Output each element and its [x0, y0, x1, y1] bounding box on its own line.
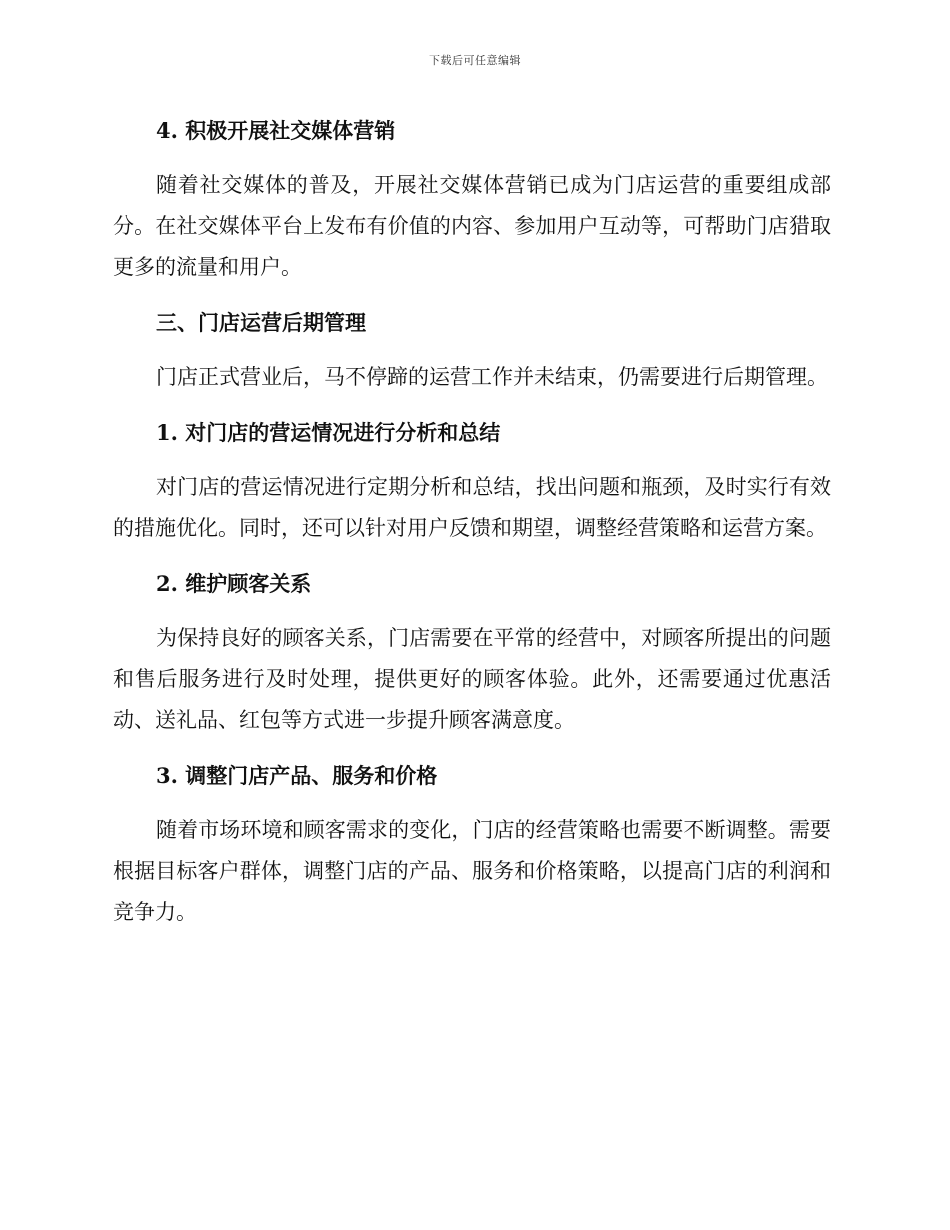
section-operation-analysis	[113, 413, 831, 564]
section-heading: 3. 调整门店产品、服务和价格	[156, 763, 438, 788]
page-header: 下载后可任意编辑	[429, 54, 521, 67]
section-adjust-products-pricing	[113, 756, 831, 933]
section-heading: 2. 维护顾客关系	[156, 571, 312, 596]
document-body	[113, 111, 831, 933]
section-heading: 1. 对门店的营运情况进行分析和总结	[156, 420, 501, 445]
section-paragraph: 门店正式营业后，马不停蹄的运营工作并未结束，仍需要进行后期管理。	[156, 365, 828, 389]
section-paragraph: 随着社交媒体的普及，开展社交媒体营销已成为门店运营的重要组成部分。在社交媒体平台上发布有价值的内容、参加用户互动等，可帮助门店猎取更多的流量和用户。	[113, 173, 831, 279]
section-paragraph: 随着市场环境和顾客需求的变化，门店的经营策略也需要不断调整。需要根据目标客户群体，调整门店的产品、服务和价格策略，以提高门店的利润和竞争力。	[113, 818, 831, 924]
section-customer-relations	[113, 564, 831, 756]
section-paragraph: 对门店的营运情况进行定期分析和总结，找出问题和瓶颈，及时实行有效的措施优化。同时，还可以针对用户反馈和期望，调整经营策略和运营方案。	[113, 475, 831, 540]
section-heading: 4. 积极开展社交媒体营销	[156, 118, 396, 143]
section-heading: 三、门店运营后期管理	[156, 310, 366, 335]
section-paragraph: 为保持良好的顾客关系，门店需要在平常的经营中，对顾客所提出的问题和售后服务进行及时处理，提供更好的顾客体验。此外，还需要通过优惠活动、送礼品、红包等方式进一步提升顾客满意度。	[113, 626, 831, 732]
section-social-media-marketing	[113, 111, 831, 303]
section-post-operation-management	[113, 303, 831, 413]
